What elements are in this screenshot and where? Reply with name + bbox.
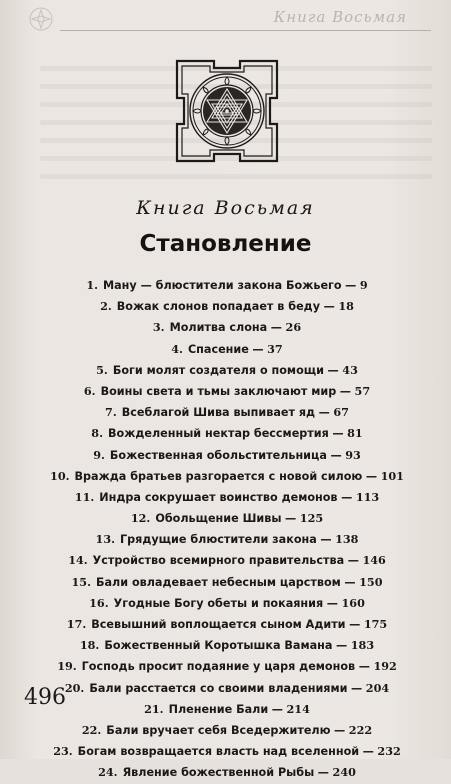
toc-page: 183: [350, 638, 375, 653]
toc-number: 18.: [79, 638, 100, 653]
toc-title: Божественная обольстительница: [109, 448, 327, 462]
toc-page: 214: [286, 701, 310, 716]
toc-entry: 17. Всевышний воплощается сыном Адити — 175: [66, 617, 388, 631]
toc-title: Обольщение Шивы: [155, 512, 282, 526]
toc-page: 204: [365, 680, 390, 695]
toc-page: 150: [359, 574, 383, 589]
toc-title: Вожак слонов попадает в беду: [116, 300, 321, 314]
toc-number: 6.: [83, 383, 96, 398]
toc-number: 21.: [144, 701, 164, 716]
toc-entry: 5. Боги молят создателя о помощи — 43: [96, 362, 358, 377]
toc-entry: 15. Бали овладевает небесным царством — 150: [71, 574, 383, 589]
toc-entry: 1. Ману — блюстители закона Божьего — 9: [86, 278, 368, 292]
toc-entry: 4. Спасение — 37: [171, 341, 283, 356]
toc-number: 11.: [74, 489, 95, 504]
toc-title: Всевышний воплощается сыном Адити: [91, 618, 346, 631]
toc-entry: 19. Господь просит подаяние у царя демонов — 192: [57, 659, 397, 674]
running-header: [0, 6, 451, 36]
toc-title: Ману — блюстители закона Божьего: [103, 279, 342, 292]
toc-entry: 8. Вожделенный нектар бессмертия — 81: [91, 426, 363, 441]
toc-number: 20.: [64, 680, 85, 695]
book-title: Книга Восьмая: [136, 197, 315, 219]
toc-entry: 21. Пленение Бали — 214: [144, 701, 310, 716]
toc-title: Богам возвращается власть над вселенной: [77, 745, 360, 759]
toc-entry: 3. Молитва слона — 26: [152, 320, 302, 335]
toc-page: 101: [380, 468, 404, 483]
toc-entry: 9. Божественная обольстительница — 93: [93, 447, 361, 462]
toc-page: 81: [347, 426, 363, 441]
toc-number: 10.: [50, 468, 70, 483]
toc-title: Вожделенный нектар бессмертия: [107, 427, 329, 441]
toc-number: 3.: [152, 320, 165, 335]
toc-entry: 16. Угодные Богу обеты и покаяния — 160: [89, 595, 365, 610]
toc-page: 146: [362, 553, 386, 568]
toc-entry: 10. Вражда братьев разгорается с новой силою — 101: [50, 468, 404, 483]
toc-title: Воины света и тьмы заключают мир: [100, 384, 337, 398]
toc-title: Молитва слона: [169, 321, 268, 335]
toc-title: Угодные Богу обеты и покаяния: [113, 596, 324, 610]
toc-entry: 2. Вожак слонов попадает в беду — 18: [100, 299, 354, 314]
toc-page: 26: [285, 320, 302, 335]
toc-number: 17.: [66, 617, 87, 631]
toc-entry: 23. Богам возвращается власть над вселенной — 232: [53, 744, 401, 759]
toc-page: 138: [335, 532, 359, 547]
toc-page: 222: [348, 722, 373, 737]
toc-entry: 14. Устройство всемирного правительства — 146: [68, 553, 386, 568]
toc-page: 113: [355, 489, 380, 504]
toc-page: 93: [345, 447, 361, 462]
toc-page: 192: [373, 659, 397, 674]
toc-title: Боги молят создателя о помощи: [112, 363, 324, 377]
running-title: Книга Восьмая: [273, 8, 407, 26]
toc-title: Спасение: [187, 342, 249, 356]
toc-entry: 18. Божественный Коротышка Вамана — 183: [79, 638, 375, 653]
toc-entry: 24. Явление божественной Рыбы — 240: [98, 765, 356, 780]
toc-entry: 11. Индра сокрушает воинство демонов — 113: [74, 489, 380, 504]
toc-title: Вражда братьев разгорается с новой силою: [74, 469, 363, 483]
toc-title: Господь просит подаяние у царя демонов: [81, 660, 356, 674]
toc-title: Бали овладевает небесным царством: [95, 575, 341, 589]
toc-title: Божественный Коротышка Вамана: [104, 639, 333, 653]
toc-title: Индра сокрушает воинство демонов: [99, 490, 338, 504]
header-rule: [60, 30, 431, 31]
toc-title: Всеблагой Шива выпивает яд: [121, 406, 316, 420]
toc-page: 232: [377, 744, 401, 759]
sri-yantra-icon: [174, 58, 280, 164]
toc-page: 9: [359, 278, 368, 292]
toc-page: 18: [338, 299, 354, 314]
toc-number: 13.: [95, 532, 115, 547]
toc-number: 19.: [57, 659, 77, 674]
toc-number: 15.: [71, 574, 91, 589]
toc-entry: 12. Обольщение Шивы — 125: [130, 511, 324, 526]
toc-title: Пленение Бали: [168, 702, 269, 716]
toc-number: 9.: [93, 447, 105, 462]
toc-number: 14.: [68, 553, 88, 568]
toc-page: 43: [342, 362, 358, 377]
toc-number: 12.: [130, 511, 151, 526]
toc-title: Явление божественной Рыбы: [122, 766, 315, 780]
toc-page: 160: [341, 595, 365, 610]
book-subtitle: Становление: [139, 231, 312, 257]
toc-entry: 20. Бали расстается со своими владениями — 204: [64, 680, 390, 695]
toc-title: Грядущие блюстители закона: [120, 533, 317, 547]
table-of-contents: [22, 275, 432, 784]
toc-number: 8.: [91, 426, 103, 441]
toc-title: Бали вручает себя Вседержителю: [106, 723, 331, 737]
toc-page: 57: [354, 383, 371, 398]
toc-number: 16.: [89, 595, 109, 610]
bleed-through: [40, 174, 432, 179]
toc-number: 23.: [53, 744, 73, 759]
toc-entry: 7. Всеблагой Шива выпивает яд — 67: [105, 405, 349, 420]
toc-number: 5.: [96, 362, 108, 377]
toc-page: 240: [332, 765, 356, 780]
toc-title: Бали расстается со своими владениями: [89, 681, 348, 695]
toc-entry: 22. Бали вручает себя Вседержителю — 222: [81, 722, 373, 737]
toc-number: 4.: [171, 341, 183, 356]
toc-number: 2.: [100, 299, 112, 314]
toc-number: 7.: [105, 405, 117, 420]
toc-number: 24.: [98, 765, 118, 780]
page-number: 496: [24, 685, 66, 710]
toc-page: 125: [299, 511, 324, 526]
toc-entry: 13. Грядущие блюстители закона — 138: [95, 532, 359, 547]
toc-page: 67: [333, 405, 349, 420]
toc-entry: 6. Воины света и тьмы заключают мир — 57: [83, 383, 371, 398]
toc-page: 175: [363, 617, 388, 631]
toc-number: 22.: [81, 722, 102, 737]
toc-number: 1.: [86, 278, 98, 292]
toc-title: Устройство всемирного правительства: [92, 554, 345, 568]
toc-page: 37: [267, 341, 283, 356]
lotus-ornament-icon: [28, 6, 54, 32]
